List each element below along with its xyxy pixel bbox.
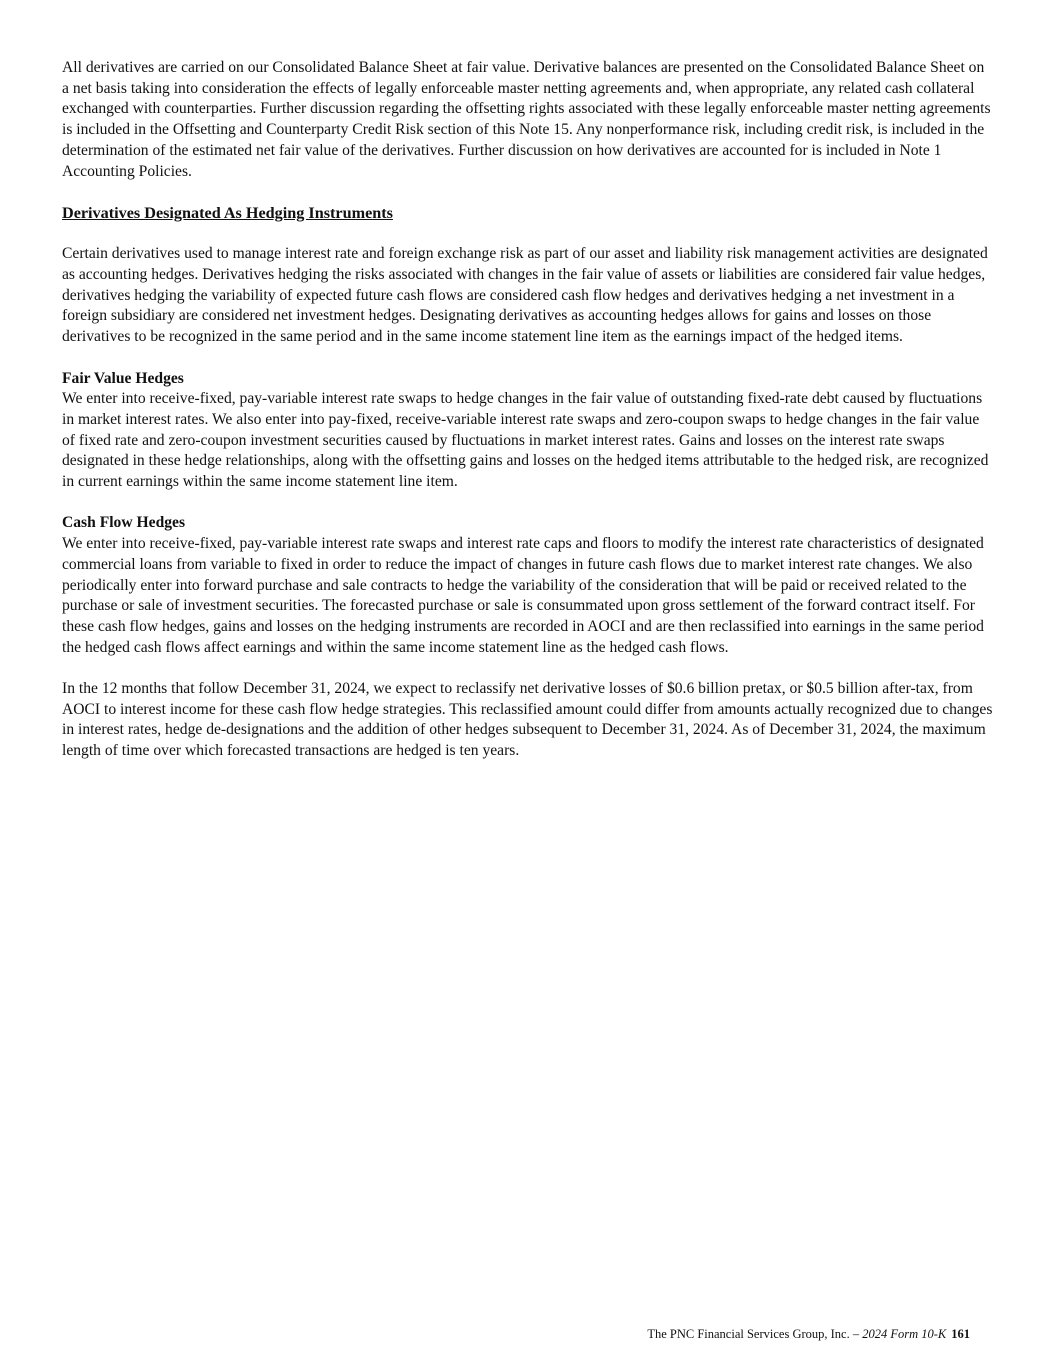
fair-value-hedges-paragraph: We enter into receive-fixed, pay-variable interest rate swaps to hedge changes in the fair value of outstanding fixed-rate debt caused by fluctuations in market interest rates. We also enter into pay-fixed, receive-variable interest rate swaps and zero-coupon swaps to hedge changes in the fair value of fixed rate and zero-coupon investment securities caused by fluctuations in market interest rates. Gains and losses on the interest rate swaps designated in these hedge relationships, along with the offsetting gains and losses on the hedged items attributable to the hedged risk, are recognized in current earnings within the same income statement line item.: [62, 390, 989, 491]
reclassification-paragraph: In the 12 months that follow December 31, 2024, we expect to reclassify net derivative losses of $0.6 billion pretax, or $0.5 billion after-tax, from AOCI to interest income for these cash flow hedge strategies. This reclassified amount could differ from amounts actually recognized due to changes in interest rates, hedge de-designations and the addition of other hedges subsequent to December 31, 2024. As of December 31, 2024, the maximum length of time over which forecasted transactions are hedged is ten years.: [62, 680, 993, 760]
intro-paragraph: All derivatives are carried on our Consolidated Balance Sheet at fair value. Derivative balances are presented on the Consolidated Balance Sheet on a net basis taking into consideration the effects of legally enforceable master netting agreements and, when appropriate, any related cash collateral exchanged with counterparties. Further discussion regarding the offsetting rights associated with these legally enforceable master netting agreements is included in the Offsetting and Counterparty Credit Risk section of this Note 15. Any nonperformance risk, including credit risk, is included in the determination of the estimated net fair value of the derivatives. Further discussion on how derivatives are accounted for is included in Note 1 Accounting Policies.: [62, 59, 991, 180]
footer-company: The PNC Financial Services Group, Inc. –: [647, 1327, 863, 1341]
fair-value-hedges-heading: Fair Value Hedges: [62, 369, 184, 387]
cash-flow-hedges-heading: Cash Flow Hedges: [62, 514, 186, 532]
footer-form: 2024 Form 10-K: [862, 1327, 947, 1341]
section-heading-hedging-instruments: Derivatives Designated As Hedging Instruments: [62, 203, 393, 222]
cash-flow-hedges-paragraph: We enter into receive-fixed, pay-variable interest rate swaps and interest rate caps and floors to modify the interest rate characteristics of designated commercial loans from variable to fixed in order to reduce the impact of changes in future cash flows due to market interest rate changes. We also periodically enter into forward purchase and sale contracts to hedge the variability of the consideration that will be paid or received related to the purchase or sale of investment securities. The forecasted purchase or sale is consummated upon gross settlement of the forward contract itself. For these cash flow hedges, gains and losses on the hedging instruments are recorded in AOCI and are then reclassified into earnings in the same period the hedged cash flows affect earnings and within the same income statement line as the hedged cash flows.: [62, 535, 984, 656]
page-footer: [647, 1326, 970, 1342]
document-body: [62, 58, 994, 762]
page-number: 161: [951, 1327, 970, 1341]
hedging-instruments-paragraph: Certain derivatives used to manage interest rate and foreign exchange risk as part of our asset and liability risk management activities are designated as accounting hedges. Derivatives hedging the risks associated with changes in the fair value of assets or liabilities are considered fair value hedges, derivatives hedging the variability of expected future cash flows are considered cash flow hedges and derivatives hedging a net investment in a foreign subsidiary are considered net investment hedges. Designating derivatives as accounting hedges allows for gains and losses on those derivatives to be recognized in the same period and in the same income statement line item as the earnings impact of the hedged items.: [62, 245, 988, 346]
